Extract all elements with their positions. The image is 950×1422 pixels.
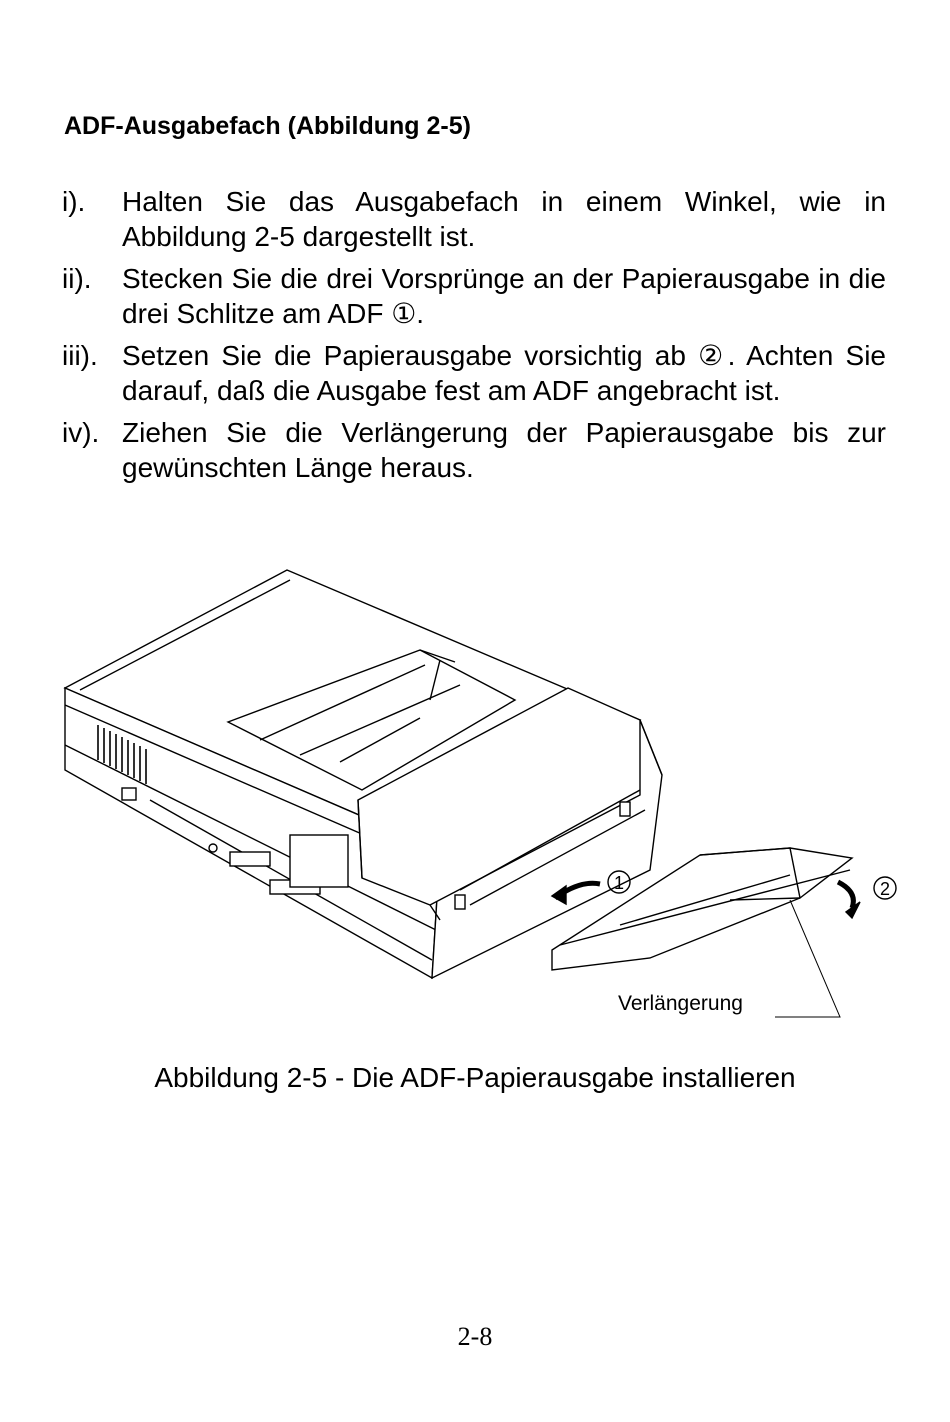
- step-text: Stecken Sie die drei Vorsprünge an der Papierausgabe in die drei Schlitze am ADF ①.: [122, 263, 886, 329]
- page-number: 2-8: [457, 1322, 493, 1351]
- parallel-port: [230, 852, 270, 866]
- scanner-illustration: [0, 560, 950, 1030]
- callout-2-number: 2: [879, 879, 891, 899]
- list-item: [62, 415, 886, 485]
- figure-caption: Abbildung 2-5 - Die ADF-Papierausgabe installieren: [154, 1062, 796, 1093]
- step-text: Setzen Sie die Papierausgabe vorsichtig ab ②. Achten Sie darauf, daß die Ausgabe fest am ADF angebracht ist.: [122, 340, 886, 406]
- extension-leader-line: [775, 900, 840, 1017]
- list-item: [62, 261, 886, 331]
- power-socket: [122, 788, 136, 800]
- lower-arrow-icon: [838, 882, 853, 908]
- list-item: [62, 184, 886, 254]
- step-marker: iii).: [62, 340, 98, 371]
- step-marker: iv).: [62, 417, 100, 448]
- instruction-list: [62, 184, 886, 492]
- extension-label: Verlängerung: [618, 992, 743, 1015]
- step-marker: i).: [62, 186, 86, 217]
- section-heading: ADF-Ausgabefach (Abbildung 2-5): [64, 112, 471, 140]
- step-text: Ziehen Sie die Verlängerung der Papierausgabe bis zur gewünschten Länge heraus.: [122, 417, 886, 483]
- callout-1-number: 1: [613, 873, 625, 893]
- step-marker: ii).: [62, 263, 92, 294]
- step-text: Halten Sie das Ausgabefach in einem Winkel, wie in Abbildung 2-5 dargestellt ist.: [122, 186, 886, 252]
- list-item: [62, 338, 886, 408]
